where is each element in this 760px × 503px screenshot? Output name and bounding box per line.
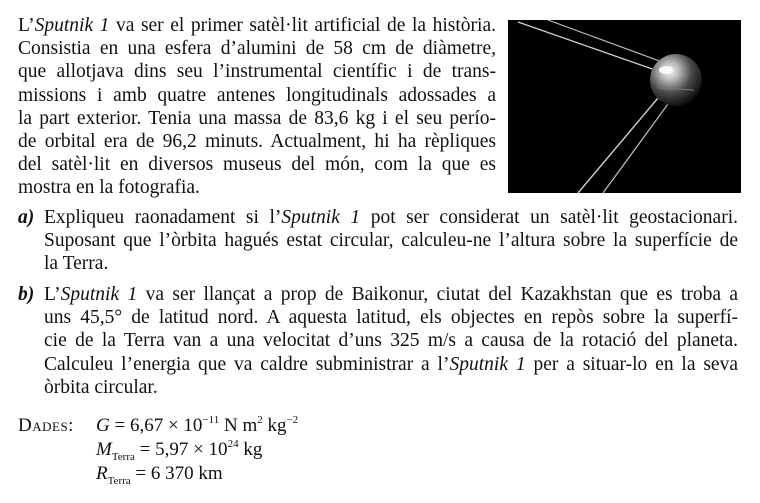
question-b-label: b): [18, 284, 35, 305]
intro-line: missions i amb quatre antenes longitudinals adossades a: [18, 84, 496, 106]
constant-g: $G = 6,67 \times 10^{-11}$ N $m^2$ $kg^{-2}$: [96, 414, 299, 436]
intro-line: que allotjava dins seu l’instrumental científic i de trans-: [18, 61, 496, 83]
question-a: [18, 206, 738, 276]
mass-earth: $M_{Terra} = 5,97 \times 10^{24}$ kg: [96, 438, 263, 463]
intro-line: Consistia en una esfera d’alumini de 58 cm de diàmetre,: [18, 38, 496, 60]
intro-line: la part exterior. Tenia una massa de 83,6 kg i el seu perío-: [18, 107, 496, 129]
radius-earth: $R_{Terra} = 6$ 370 km: [96, 463, 223, 487]
question-a-text: Expliqueu raonadament si l’Sputnik 1 pot ser considerat un satèl·lit geostacionari. Suposant que l’òrbita hagués estat circular, calculeu-ne l’altura sobre la superfície de la Terra.: [44, 207, 738, 275]
data-heading: Dades:: [18, 415, 74, 436]
sputnik-photo: [508, 20, 741, 193]
question-b-text: L’Sputnik 1 va ser llançat a prop de Baikonur, ciutat del Kazakhstan que es troba a uns 45,5° de latitud nord. A aquesta latitud, els objectes en repòs sobre la superfí- cie de la Terra van a una velocitat d’uns 325 m/s a causa de la rotació del planeta. Calculeu l’energia que va caldre subministrar a l’Sputnik 1 per a situar-lo en la seva òrbita circular.: [44, 284, 739, 398]
question-a-label: a): [18, 207, 35, 228]
intro-line: de orbital era de 96,2 minuts. Actualment, hi ha rèpliques: [18, 131, 496, 153]
intro-paragraph: [18, 14, 496, 200]
sputnik-illustration: [508, 20, 741, 193]
intro-line: L’Sputnik 1 va ser el primer satèl·lit artificial de la història.: [18, 15, 496, 36]
intro-line: del satèl·lit en diversos museus del món, com la que es: [18, 154, 496, 176]
intro-line: mostra en la fotografia.: [18, 177, 200, 199]
question-b: [18, 283, 738, 399]
sputnik-sphere: [650, 54, 702, 106]
